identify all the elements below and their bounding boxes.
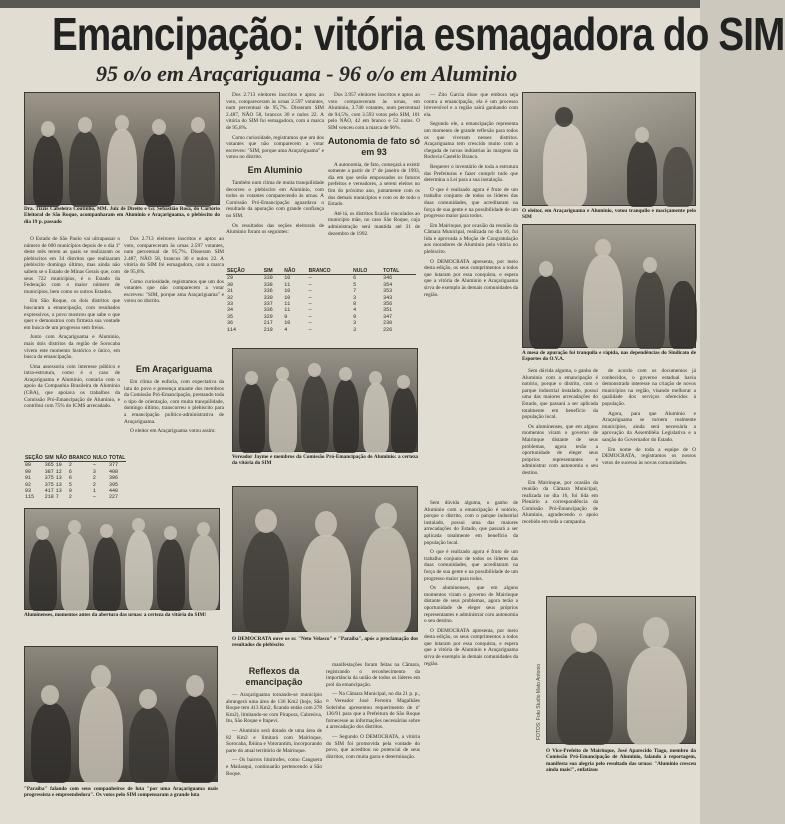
aracariguama-results-table: [24, 455, 126, 503]
aluminio-table-header-cell: SIM: [263, 268, 283, 275]
col4b-paragraph: O que é realizado agora é fruto de um trabalho conjunto de todos os líderes das duas comunidades, que acreditaram na força de sua gente e na possibilidade de um progresso maior para todos.: [424, 549, 518, 582]
col2-paragraph: Dos 2.713 eleitores inscritos e aptos ao voto, compareceram às urnas 2.597 votantes, num percentual de 95,7%. Disseram SIM 2.487, NÃO 58, brancos 30 e nulos 22. A vitória do SIM foi esmagadora, com a marca de 95,8%.: [124, 236, 224, 275]
col4-paragraph: O que é realizado agora é fruto de um trabalho conjunto de todos os líderes das duas comunidades, que acreditaram na força de sua gente e na possibilidade de um progresso maior para todos.: [424, 186, 518, 220]
heading-em-aracariguama: Em Araçariguama: [135, 364, 213, 374]
aluminio-table-cell: 11: [284, 281, 291, 288]
photo-vereador-jayme: [232, 348, 418, 452]
col2-paragraph: Como curiosidade, registramos que um dos votantes que não comparecem a votar escreveu: "SIM, porque ama Araçariguama" e votou no distrito.: [124, 278, 224, 305]
aluminio-table-cell: 31: [227, 288, 234, 295]
aluminio-table-cell: —: [308, 275, 312, 282]
aluminio-table-cell: 347: [383, 313, 393, 320]
aracariguama-table-cell: 365: [44, 462, 54, 469]
aluminio-table-cell: 33: [227, 301, 234, 308]
aracariguama-table-cell: 9: [68, 488, 72, 495]
aluminio-table-cell: 10: [284, 294, 291, 301]
aluminio-table-cell: 11: [284, 307, 291, 314]
aracariguama-table-row: [24, 494, 126, 500]
photo-credit: FOTOS: Foto Studio Mato Antonio: [536, 663, 542, 740]
aracariguama-table-cell: 375: [44, 475, 54, 482]
aluminio-table-cell: 230: [383, 320, 393, 327]
page-headline: Emancipação: vitória esmagadora do SIM: [52, 8, 785, 60]
aluminio-table-cell: 4: [353, 307, 357, 314]
aracariguama-table-cell: 417: [44, 488, 54, 495]
aluminio-table-cell: 329: [263, 313, 273, 320]
aracariguama-table-cell: 91: [25, 475, 32, 482]
col2c-paragraph: O eleitor em Araçariguama votou assim:: [130, 428, 216, 435]
photo-voter: [522, 92, 696, 206]
aracariguama-table-cell: 115: [25, 494, 35, 501]
col3-paragraph: A autonomia, de fato, começará a existir somente a partir de 1º de janeiro de 1993, dia em que serão empossados os futuros prefeitos e vereadores, a serem eleitos no fim do próximo ano, juntamente com os dos demais municípios e com os de todo o Estado.: [328, 161, 420, 208]
caption-democrata-ouve: O DEMOCRATA ouve os sr. "Neto Velasco" e "Paraíba", após a proclamação dos resultados do plebiscito: [232, 636, 418, 649]
aracariguama-table-cell: 5: [68, 481, 72, 488]
col7-paragraph: Em Mairinque, por ocasião da reunião da Câmara Municipal, realizada no dia 16, foi lida em Plenário a correspondência da Comissão Pró-Emancipação de Aluminio, agradecendo o apoio recebido em toda a campanha.: [522, 479, 598, 526]
aracariguama-table-cell: 3: [92, 468, 96, 475]
aluminio-table-cell: 6: [353, 275, 357, 282]
aracariguama-table-cell: 377: [109, 462, 119, 469]
aluminio-table-cell: 4: [284, 326, 288, 333]
aracariguama-table-cell: 7: [55, 494, 59, 501]
aluminio-table-cell: 29: [227, 275, 234, 282]
aluminio-table-cell: 354: [383, 281, 393, 288]
photo-vice-prefeito: [546, 596, 696, 744]
column-8: [602, 368, 696, 590]
col1-paragraph: Em São Roque, os dois distritos que buscaram a emancipação, com resultados expressivos, o povo mostrou que sabe o que quer e demonstrou com firmeza sua vontade em busca de um progresso sem freios.: [24, 298, 120, 331]
aracariguama-table-cell: 2: [68, 462, 72, 469]
aracariguama-table-cell: 13: [55, 488, 62, 495]
column-3: [328, 92, 420, 268]
aluminio-table-cell: —: [308, 307, 312, 314]
col2b-paragraph: Como curiosidade, registramos que um dos votantes que não comparecem a votar escreveu: "SIM, porque ama Araçariguama" e votou no distrito.: [226, 134, 324, 161]
aluminio-table-cell: 217: [263, 320, 273, 327]
col3-paragraph: Até lá, os distritos ficarão vinculados ao município mãe, no caso São Roque, cuja administração será mantida até 31 de dezembro de 1992.: [328, 210, 420, 237]
page-subheadline: 95 o/o em Araçariguama - 96 o/o em Aluminio: [96, 61, 518, 86]
photo-apuracao: [522, 224, 696, 348]
aluminio-table-cell: 3: [353, 294, 357, 301]
aluminio-table-header-cell: TOTAL: [382, 268, 416, 275]
aracariguama-table-cell: 93: [25, 488, 32, 495]
aluminio-table-cell: 336: [263, 288, 273, 295]
column-4: [424, 92, 518, 496]
caption-vice-prefeito: O Vice-Prefeito de Mairinque, José Aparecido Tiago, membro da Comissão Pró-Emancipação de Aluminio, falando à reportagem, manifesta sua alegria pelo resultado das urnas: "Aluminio cresceu ainda mais!", enfatizou: [546, 748, 696, 774]
caption-judges: Dra. Tizzis Cabeleira Coutinho, MM. Juiz de Direito e Gr. Sebastião Rosa, do Cartório Eleitoral de São Roque, acompanharam em Aluminio e Araçariguama, o plebiscito do dia 19 p. passado: [24, 206, 220, 225]
col8-paragraph: de acordo com os documentos já conhecidos, o governo estadual havia demonstrado interesse na criação de novos municípios na região, visando melhorar a qualidade dos serviços oferecidos à população.: [602, 368, 696, 407]
col1-paragraph: Junto com Araçariguama e Aluminio, mais dois distritos da região de Sorocaba vivem este momento histórico e único, em busca da emancipação.: [24, 334, 120, 361]
column-2c: [124, 360, 224, 498]
aluminio-table-cell: 338: [263, 281, 273, 288]
aracariguama-table-cell: 92: [25, 481, 32, 488]
column-reflexos: [226, 662, 322, 818]
aluminio-table-cell: 336: [263, 307, 273, 314]
aluminio-table-cell: 330: [263, 275, 273, 282]
column-7: [522, 368, 598, 590]
aluminio-table-cell: 353: [383, 288, 393, 295]
aluminio-table-cell: 36: [227, 320, 234, 327]
aracariguama-table-cell: 218: [44, 494, 54, 501]
aracariguama-table-header-cell: NULO: [92, 455, 108, 461]
aluminio-table-cell: 343: [383, 294, 393, 301]
aluminio-table-header-cell: NULO: [352, 268, 382, 275]
aracariguama-table-cell: 396: [109, 475, 119, 482]
column-4b: [424, 500, 518, 818]
aluminio-table-cell: 35: [227, 313, 234, 320]
aracariguama-table-cell: 2: [92, 481, 96, 488]
col6-paragraph: manifestações foram feitas na Câmara, registrando o reconhecimento da importância da união de todos os líderes em prol da emancipação.: [326, 662, 420, 688]
heading-autonomia: Autonomia de fato só em 93: [328, 135, 420, 157]
aluminio-table-cell: 7: [353, 288, 357, 295]
col4-paragraph: O DEMOCRATA apresenta, por meio desta edição, os seus cumprimentos a todos que lutaram por essa conquista, e espera que a vitória de Aluminio e Araçariguama sirva de exemplo às demais comunidades da região.: [424, 258, 518, 298]
aluminio-table-cell: 114: [227, 326, 237, 333]
aracariguama-table-cell: 395: [109, 481, 119, 488]
aracariguama-table-header-cell: TOTAL: [109, 455, 126, 461]
col4-paragraph: Em Mairinque, por ocasião da reunião da Câmara Municipal, realizada no dia 16, foi lida e aprovada a Moção de Congratulação aos moradores de Aluminio pela vitória no plebiscito.: [424, 222, 518, 256]
col8-paragraph: Agora, para que Aluminio e Araçariguama se tornem realmente municípios, ainda será necessária a aprovação da Assembléia Legislativa e a sanção do Governador do Estado.: [602, 410, 696, 443]
aluminio-table-cell: —: [308, 288, 312, 295]
col2b-paragraph: Os resultados das seções eleitorais de Aluminio foram os seguintes:: [226, 222, 324, 236]
photo-aluminenses: [24, 508, 220, 610]
aracariguama-table-cell: 6: [68, 468, 72, 475]
col4b-paragraph: Sem dúvida alguma, o ganho de Aluminio com a emancipação é notório, porque o distrito, com o parque industrial instalado, possui uma das maiores arrecadações do Estado, que passará a ser aplicada totalmente em benefício da população local.: [424, 500, 518, 546]
col4b-paragraph: Os aluminenses, que em alguns momentos viram o governo de Mairinque distante de seus problemas, agora terão a oportunidade de eleger seus próprios representantes e administrar com autonomia o seu destino.: [424, 585, 518, 625]
col4-paragraph: — Zito Garcia disse que embora seja contra a emancipação, ela é um processo irreversível e a região sairá ganhando com ela.: [424, 92, 518, 118]
col2b-paragraph: Dos 2.713 eleitores inscritos e aptos ao voto, compareceram às urnas 2.597 votantes, num percentual de 95,7%. Disseram SIM 2.487, NÃO 58, brancos 30 e nulos 22. A vitória do SIM foi esmagadora, com a marca de 95,8%.: [226, 92, 324, 131]
caption-vereador-jayme: Vereador Jayme e membros da Comissão Pró-Emancipação de Aluminio: a certeza da vitória do SIM: [232, 454, 418, 467]
aluminio-table-cell: 10: [284, 275, 291, 282]
aracariguama-table-cell: 375: [44, 481, 54, 488]
photo-judges: [24, 92, 220, 205]
heading-em-aluminio: Em Aluminio: [247, 164, 303, 175]
aluminio-table-cell: 32: [227, 294, 234, 301]
reflexos-paragraph: — Araçariguama tornando-se município abrangerá uma área de 136 Km2 (hoje, São Roque tem 413 Km2, ficando então com 278 Km2), limitando-se com Pirapora, Cabreúva, Itu, São Roque e Itapevi.: [226, 692, 322, 725]
aluminio-results-table: [226, 268, 416, 340]
aluminio-table-cell: 8: [353, 301, 357, 308]
aluminio-table-cell: —: [308, 301, 312, 308]
aluminio-table-cell: 346: [383, 275, 393, 282]
caption-voter: O eleitor, em Araçariguama e Aluminio, votou tranquilo e maciçamente pelo SIM: [522, 208, 696, 221]
col1-paragraph: O Estado de São Paulo vai ultrapassar o número de 600 municípios depois de o dia 1º deste mês terem as quais se realizaram os plebiscitos em 34 distritos que realizaram plebiscito domingo último, mas ainda não sabem se o Estado de Minas Gerais que, com seus 722 municípios, é o Estado da Federação com o maior número de municípios, bem como os outros Estados.: [24, 236, 120, 295]
caption-paraiba: "Paraíba" falando com seus companheiros de luta "por uma Araçariguama mais progressista e empreendedora". Os votos pelo SIM compensaram a grande luta: [24, 786, 218, 799]
column-1: [24, 236, 120, 461]
aluminio-table-cell: 10: [284, 320, 291, 327]
aluminio-table-cell: —: [308, 294, 312, 301]
aracariguama-table-cell: 6: [68, 475, 72, 482]
aracariguama-table-header-cell: BRANCO: [68, 455, 91, 461]
col1-paragraph: Uma assessoria com interesse público e intra-estrutura, como é o caso de Araçariguama e Aluminio, contaria com o apoio da Companhia Brasileira de Aluminio (CBA), que apoiava os trabalhos da Comissão Pró-Emancipação de Aluminio, e contribui com 75% do ICMS arrecadado.: [24, 363, 120, 410]
aluminio-table-cell: 11: [284, 301, 291, 308]
aracariguama-table-cell: 440: [109, 488, 119, 495]
col7-paragraph: Sem dúvida alguma, o ganho de Aluminio com a emancipação é notório, porque o distrito, com o parque industrial instalado, possui uma das maiores arrecadações do Estado, que passará a ser aplicada totalmente em benefício da população local.: [522, 368, 598, 421]
aracariguama-table-cell: 1: [92, 488, 96, 495]
aluminio-table-cell: 356: [383, 301, 393, 308]
aracariguama-table-cell: —: [92, 494, 96, 501]
aracariguama-table-cell: 90: [25, 468, 32, 475]
aluminio-table-cell: 3: [353, 320, 357, 327]
column-6: [326, 662, 420, 818]
aluminio-table-cell: 30: [227, 281, 234, 288]
aluminio-table-cell: —: [308, 320, 312, 327]
aluminio-table-header-cell: NÃO: [283, 268, 307, 275]
aracariguama-table-cell: 2: [68, 494, 72, 501]
photo-democrata-ouve: [232, 486, 418, 632]
aluminio-table-cell: 330: [263, 294, 273, 301]
aracariguama-table-header-cell: SIM: [44, 455, 54, 461]
col4-paragraph: Segundo ele, a emancipação representa um momento de grande reflexão para todos os que viveram nesses distritos. Araçariguama tem crescido muito com a chegada de novas indústrias às margens da Rodovia Castello Branco.: [424, 121, 518, 161]
aluminio-table-cell: 10: [284, 288, 291, 295]
aluminio-table-cell: —: [308, 281, 312, 288]
col7-paragraph: Os aluminenses, que em alguns momentos viram o governo de Mairinque distante de seus problemas, agora terão a oportunidade de eleger seus próprios representantes e administrar com autonomia o seu destino.: [522, 423, 598, 476]
aluminio-table-cell: 5: [353, 281, 357, 288]
aracariguama-table-cell: 89: [25, 462, 32, 469]
caption-aluminenses: Aluminenses, momentos antes da abertura das urnas: a certeza da vitória do SIM!: [24, 612, 206, 618]
aluminio-table-header-cell: SEÇÃO: [226, 268, 263, 275]
aluminio-table-cell: —: [308, 326, 312, 333]
aracariguama-table-cell: —: [92, 462, 96, 469]
aracariguama-table-cell: 13: [55, 475, 62, 482]
caption-apuracao: A mesa de apuração foi tranquila e rápida, nas dependências do Sindicato de Esportes do O.V.A.: [522, 350, 696, 363]
reflexos-paragraph: — Aluminio será dotado de uma área de 82 Km2 e limitará com Mairinque, Sorocaba, Ibiúna e Votorantim, incorporando parte do atual território de Mairinque.: [226, 727, 322, 754]
aracariguama-table-row: [24, 462, 126, 469]
aracariguama-table-cell: 387: [44, 468, 54, 475]
aracariguama-table-cell: 10: [55, 462, 62, 469]
column-2: [124, 236, 224, 356]
aluminio-table-cell: 351: [383, 307, 393, 314]
col2b-paragraph: Também num clima de muita tranquilidade decorreu o plebiscito em Aluminio, com todos os votantes comparecendo às urnas. A Comissão Pró-Emancipação aguardava o resultado da apuração com grande confiança no SIM.: [226, 179, 324, 219]
aluminio-table-cell: 337: [263, 301, 273, 308]
col6-paragraph: — Segundo O DEMOCRATA, a vitória do SIM foi promovida pela vontade do povo, que acreditou no potencial de seus distritos, com muita garra e determinação.: [326, 733, 420, 760]
aracariguama-table-cell: 227: [109, 494, 119, 501]
aracariguama-table-cell: 408: [109, 468, 119, 475]
aluminio-table-row: [226, 327, 416, 333]
heading-reflexos: Reflexos da emancipação: [245, 666, 303, 687]
col4b-paragraph: O DEMOCRATA apresenta, por meio desta edição, os seus cumprimentos a todos que lutaram por essa conquista, e espera que a vitória de Aluminio e Araçariguama sirva de exemplo às demais comunidades da região.: [424, 627, 518, 667]
aluminio-table-header-cell: BRANCO: [308, 268, 353, 275]
photo-paraiba: [24, 646, 218, 782]
aracariguama-table-cell: 13: [55, 481, 62, 488]
aracariguama-table-header-cell: NÃO: [55, 455, 67, 461]
aluminio-table-cell: 226: [383, 326, 393, 333]
aracariguama-table-header-cell: SEÇÃO: [25, 455, 43, 461]
aluminio-table-row: [226, 275, 416, 282]
col3-paragraph: Dos 3.957 eleitores inscritos e aptos ao voto compareceram às urnas, em Aluminio, 3.740 votantes, num percentual de 94,5%, com 3.593 votos pelo SIM, 101 pelo NÃO, 42 em branco e 52 nulos. O SIM venceu com a marca de 96%.: [328, 92, 420, 131]
col4-paragraph: Requerer o inventário de toda a estrutura das Prefeituras e fazer cumprir tudo que determina a Lei para a sua instalação.: [424, 163, 518, 184]
aluminio-table-cell: 9: [284, 313, 288, 320]
aracariguama-table-cell: 2: [92, 475, 96, 482]
col2c-paragraph: Em clima de euforia, com expectativa da luta do povo e presença atuante dos membros da Comissão Pró-Emancipação, prestando toda o tipo de orientação, com muita tranquilidade, domingo último, transcorreu o plebiscito para a emancipação político-administrativa de Araçariguama.: [124, 379, 224, 425]
col6-paragraph: — Na Câmara Municipal, no dia 21 p. p., o Vereador José Ferreira Magalhães Sobrinho apresentou requerimento de nº 136/91 para que a Prefeitura de São Roque fornecesse as informações necessárias sobre a arrecadação dos distritos.: [326, 691, 420, 731]
aluminio-table-cell: 9: [353, 313, 357, 320]
aluminio-table-cell: 219: [263, 326, 273, 333]
reflexos-paragraph: — Os bairros limítrofes, como Canguera e Mailasqui, continuarão pertencendo a São Roque.: [226, 757, 322, 777]
aluminio-table-cell: 34: [227, 307, 234, 314]
aracariguama-table-cell: 12: [55, 468, 62, 475]
aluminio-table-cell: —: [308, 313, 312, 320]
column-2b: [226, 92, 324, 268]
col8-paragraph: Em nome de toda a equipe de O DEMOCRATA, registramos os nossos votos de sucesso às novas comunidades.: [602, 446, 696, 466]
aluminio-table-cell: 3: [353, 326, 357, 333]
